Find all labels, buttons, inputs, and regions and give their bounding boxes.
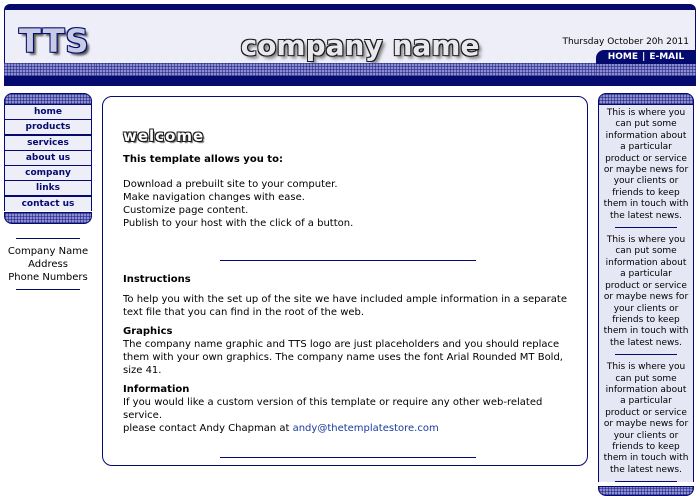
top-nav-home[interactable]: HOME	[607, 52, 639, 62]
graphics-text: The company name graphic and TTS logo are just placeholders and you should replace them with your own graphics. The company name uses the font Arial Rounded MT Bold, size 41.	[123, 339, 563, 376]
intro-line: Publish to your host with the click of a button.	[123, 218, 354, 229]
right-sidebar-cap-bottom	[598, 486, 694, 496]
email-link[interactable]: andy@thetemplatestore.com	[292, 423, 439, 434]
company-name-graphic: company name	[240, 29, 480, 62]
content-divider	[220, 457, 476, 458]
main-content	[102, 96, 588, 466]
instructions-heading: Instructions	[123, 274, 191, 285]
contact-info	[4, 238, 92, 290]
right-sidebar-cap-top	[598, 93, 694, 105]
main-text	[123, 153, 573, 458]
news-block: This is where you can put some information about a particular product or service or maybe news for your clients or friends to keep them in touch with the latest news.	[603, 235, 689, 348]
header-hatch-left	[4, 63, 96, 76]
graphics-heading: Graphics	[123, 326, 173, 337]
current-date: Thursday October 20h 2011	[562, 37, 689, 47]
top-nav-email[interactable]: E-MAIL	[649, 52, 685, 62]
information-contact	[123, 422, 573, 435]
contact-divider-top	[16, 238, 80, 239]
page-title: welcome	[123, 127, 205, 145]
information-heading: Information	[123, 384, 190, 395]
sidebar-item-products[interactable]: products	[5, 120, 91, 134]
intro-heading: This template allows you to:	[123, 154, 283, 165]
contact-company-name: Company Name	[7, 246, 89, 258]
sidebar-cap-top	[4, 93, 92, 105]
intro-line: Customize page content.	[123, 205, 249, 216]
top-nav-separator: |	[642, 52, 646, 62]
instructions-text: To help you with the set up of the site we have included ample information in a separate text file that you can find in the root of the web.	[123, 294, 567, 318]
right-sidebar	[598, 93, 694, 496]
logo-text: TTS	[19, 22, 90, 60]
sidebar-item-services[interactable]: services	[5, 136, 91, 150]
intro-line: Make navigation changes with ease.	[123, 192, 305, 203]
news-block: This is where you can put some information about a particular product or service or maybe news for your clients or friends to keep them in touch with the latest news.	[603, 108, 689, 221]
sidebar-item-company[interactable]: company	[5, 166, 91, 180]
news-divider	[615, 227, 677, 228]
contact-divider-bottom	[16, 289, 80, 290]
sidebar-item-home[interactable]: home	[5, 105, 91, 119]
sidebar-item-links[interactable]: links	[5, 181, 91, 195]
contact-phone: Phone Numbers	[8, 272, 88, 284]
information-contact-text: please contact Andy Chapman at	[123, 423, 290, 434]
contact-address: Address	[28, 259, 68, 271]
news-divider	[615, 481, 677, 482]
left-sidebar	[4, 93, 92, 290]
header-hatch-band	[96, 63, 596, 76]
news-block: This is where you can put some information about a particular product or service or maybe news for your clients or friends to keep them in touch with the latest news.	[603, 362, 689, 475]
top-nav	[596, 50, 696, 64]
top-nav-hatch	[596, 64, 696, 76]
header-bottom-bar	[4, 76, 696, 86]
sidebar-cap-bottom	[4, 212, 92, 224]
intro-line: Download a prebuilt site to your computer.	[123, 179, 338, 190]
news-divider	[615, 354, 677, 355]
sidebar-item-contact-us[interactable]: contact us	[5, 197, 91, 211]
sidebar-item-about-us[interactable]: about us	[5, 151, 91, 165]
information-text: If you would like a custom version of this template or require any other web-related service.	[123, 397, 543, 421]
right-sidebar-body	[598, 105, 694, 482]
sidebar-nav	[4, 105, 92, 211]
